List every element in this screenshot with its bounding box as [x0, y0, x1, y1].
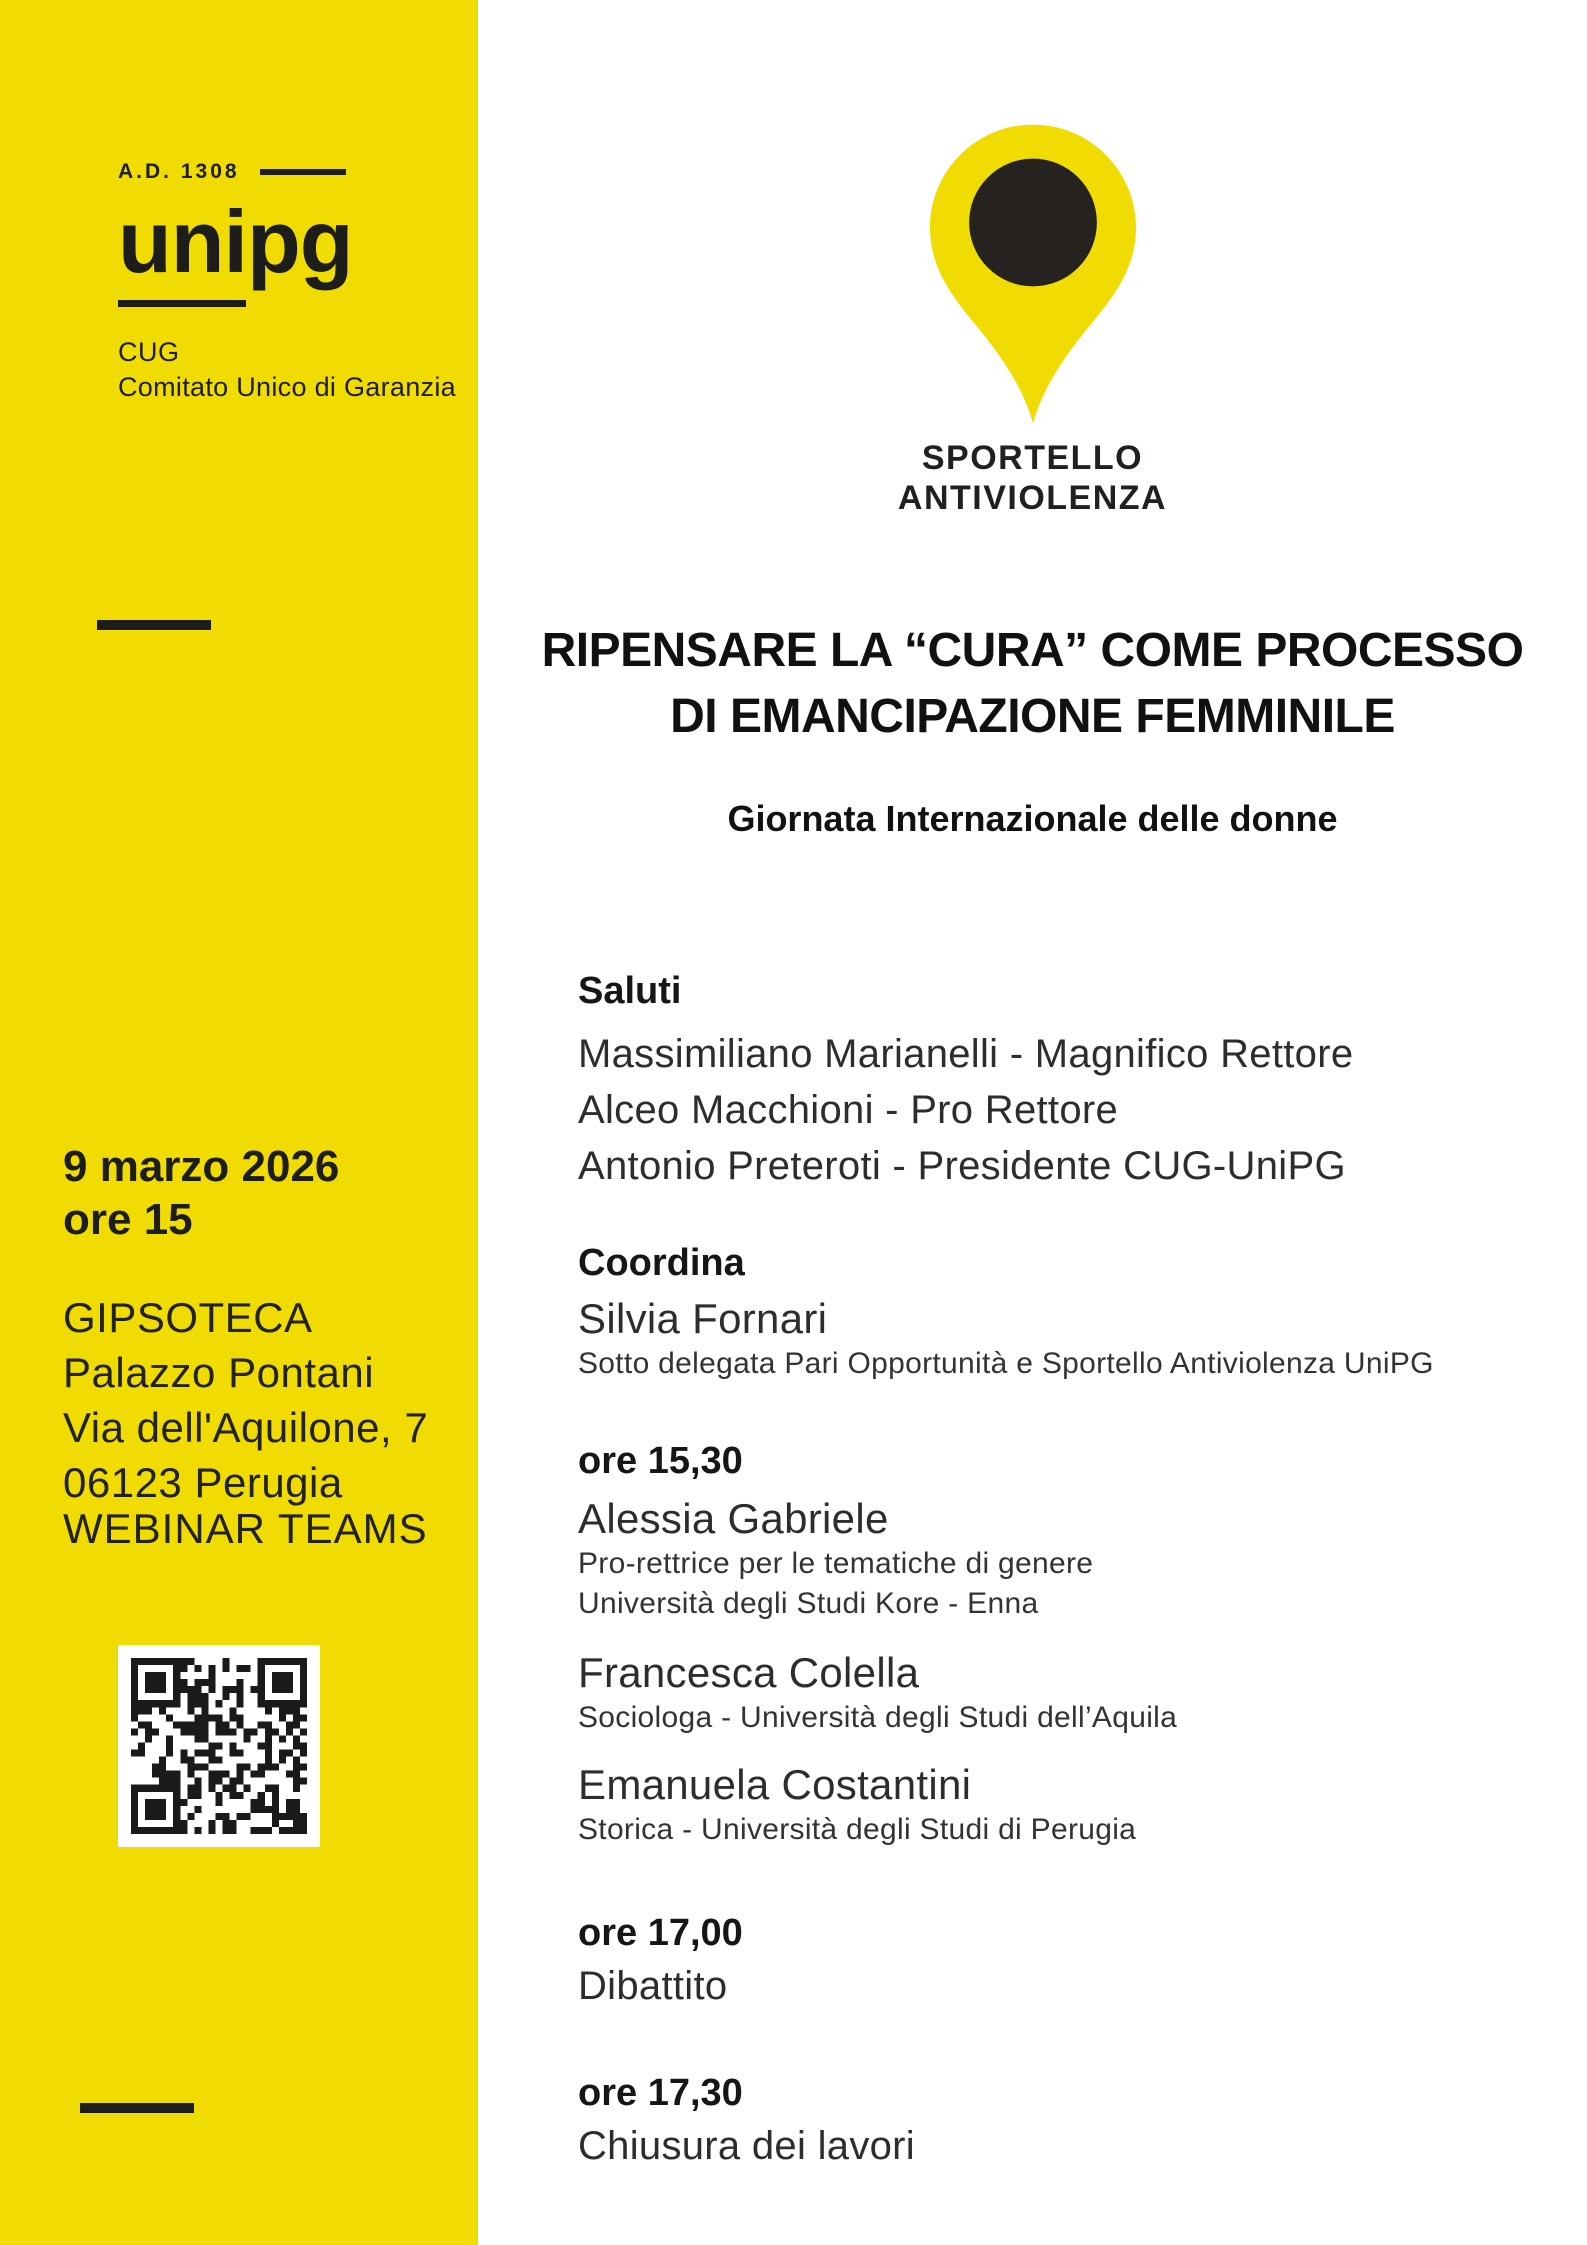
main-content	[478, 0, 1587, 2245]
logo-era-text: A.D. 1308	[118, 160, 240, 183]
org-full-name: Comitato Unico di Garanzia	[118, 372, 456, 402]
qr-code	[118, 1645, 320, 1847]
decorative-dash-top	[97, 620, 211, 630]
decorative-dash-bottom	[80, 2103, 194, 2113]
speaker-role: Sociologa - Università degli Studi dell’Aquila	[578, 1701, 1178, 1734]
greetings-heading: Saluti	[578, 970, 682, 1012]
sidebar	[0, 0, 478, 2245]
greeting-person-3: Antonio Preteroti - Presidente CUG-UniPG	[578, 1144, 1346, 1188]
webinar-label: WEBINAR TEAMS	[63, 1505, 428, 1552]
unipg-logo	[118, 160, 456, 403]
map-pin-icon	[478, 118, 1587, 430]
session-1700-label: Dibattito	[578, 1964, 728, 2008]
coordinator-name: Silvia Fornari	[578, 1295, 828, 1342]
venue-building: Palazzo Pontani	[63, 1349, 375, 1396]
speaker-name: Alessia Gabriele	[578, 1495, 889, 1542]
session-1530-time: ore 15,30	[578, 1440, 743, 1482]
event-date	[63, 1140, 339, 1246]
event-time-line: ore 15	[63, 1195, 193, 1244]
greeting-person-1: Massimiliano Marianelli - Magnifico Rettore	[578, 1032, 1354, 1076]
program	[578, 968, 1538, 2170]
greeting-person-2: Alceo Macchioni - Pro Rettore	[578, 1088, 1119, 1132]
logo-era-line	[260, 169, 346, 175]
speaker-role	[578, 1544, 1538, 1624]
logo-underline	[118, 300, 246, 307]
session-1730-label: Chiusura dei lavori	[578, 2124, 915, 2168]
session-1730-time: ore 17,30	[578, 2072, 743, 2114]
speaker-role-line1: Pro-rettrice per le tematiche di genere	[578, 1547, 1094, 1580]
speaker-role-line2: Università degli Studi Kore - Enna	[578, 1587, 1039, 1620]
greetings-list	[578, 1026, 1538, 1194]
title-line2: DI EMANCIPAZIONE FEMMINILE	[670, 690, 1395, 743]
venue-address	[63, 1290, 428, 1510]
service-name-line1: SPORTELLO	[921, 439, 1144, 477]
coordination-heading: Coordina	[578, 1242, 745, 1284]
qr-code-image	[131, 1658, 307, 1834]
service-name	[478, 438, 1587, 518]
service-name-line2: ANTIVIOLENZA	[897, 479, 1168, 517]
venue-name: GIPSOTECA	[63, 1294, 313, 1341]
page-subtitle: Giornata Internazionale delle donne	[727, 798, 1338, 839]
title-line1: RIPENSARE LA “CURA” COME PROCESSO	[541, 624, 1524, 677]
page-title	[478, 618, 1587, 750]
map-pin-graphic	[930, 118, 1136, 430]
session-1700-time: ore 17,00	[578, 1912, 743, 1954]
speaker-name: Francesca Colella	[578, 1649, 920, 1696]
speaker-role: Storica - Università degli Studi di Perugia	[578, 1813, 1137, 1846]
org-abbreviation: CUG	[118, 337, 180, 367]
venue-street: Via dell'Aquilone, 7	[63, 1404, 429, 1451]
venue-city: 06123 Perugia	[63, 1459, 343, 1506]
speaker-name: Emanuela Costantini	[578, 1761, 972, 1808]
event-date-line: 9 marzo 2026	[63, 1142, 340, 1191]
unipg-wordmark: unipg	[118, 192, 353, 291]
coordinator-role: Sotto delegata Pari Opportunità e Sportello Antiviolenza UniPG	[578, 1347, 1434, 1380]
